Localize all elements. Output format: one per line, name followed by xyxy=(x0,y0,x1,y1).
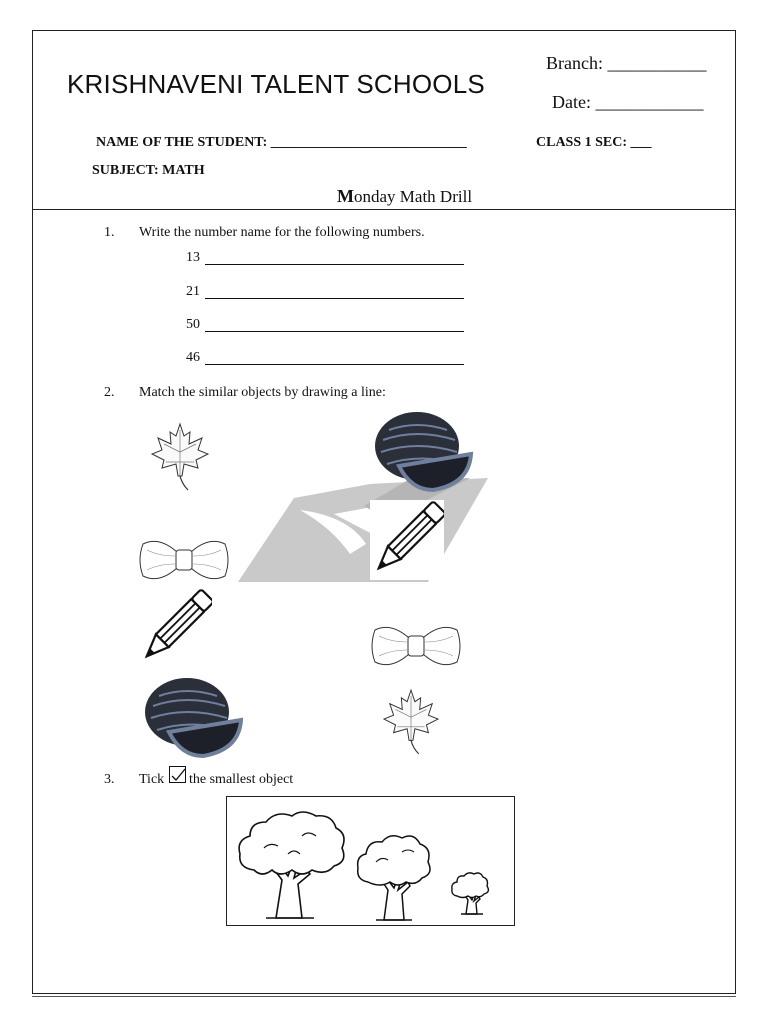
answer-line-21[interactable] xyxy=(205,298,464,299)
answer-line-50[interactable] xyxy=(205,331,464,332)
pencil-icon xyxy=(370,500,444,580)
bow-tie-icon xyxy=(371,624,461,668)
tree-large-icon[interactable] xyxy=(236,808,350,920)
answer-line-13[interactable] xyxy=(205,264,464,265)
question-3-prompt-start: Tick xyxy=(139,772,165,787)
checkmark-icon xyxy=(170,767,187,784)
question-2-prompt: Match the similar objects by drawing a line: xyxy=(139,385,386,400)
watermelon-icon xyxy=(373,410,475,492)
question-2-number: 2. xyxy=(104,385,115,400)
number-13: 13 xyxy=(186,250,200,265)
date-field: Date: ____________ xyxy=(552,92,704,112)
number-21: 21 xyxy=(186,284,200,299)
drill-title-initial: M xyxy=(337,186,354,206)
watermelon-icon xyxy=(143,676,243,758)
tick-checkbox xyxy=(169,766,186,783)
question-1-number: 1. xyxy=(104,225,115,240)
question-3-number: 3. xyxy=(104,772,115,787)
maple-leaf-icon xyxy=(150,422,210,492)
number-46: 46 xyxy=(186,350,200,365)
drill-title xyxy=(337,186,472,207)
header-divider xyxy=(33,209,735,210)
tree-medium-icon[interactable] xyxy=(356,830,434,922)
student-name-field: NAME OF THE STUDENT: ____________________________ xyxy=(96,135,467,150)
page-bottom-rule xyxy=(32,996,736,997)
subject-label: SUBJECT: MATH xyxy=(92,163,205,178)
drill-title-rest: onday Math Drill xyxy=(354,187,473,206)
school-name: KRISHNAVENI TALENT SCHOOLS xyxy=(67,69,485,99)
pencil-icon xyxy=(138,588,212,668)
question-3-prompt-end: the smallest object xyxy=(189,772,294,787)
tree-small-icon[interactable] xyxy=(451,870,493,916)
bow-tie-icon xyxy=(139,538,229,582)
question-1-prompt: Write the number name for the following numbers. xyxy=(139,225,425,240)
branch-field: Branch: ___________ xyxy=(546,53,707,73)
maple-leaf-icon xyxy=(382,688,440,756)
class-section-field: CLASS 1 SEC: ___ xyxy=(536,135,652,150)
number-50: 50 xyxy=(186,317,200,332)
answer-line-46[interactable] xyxy=(205,364,464,365)
